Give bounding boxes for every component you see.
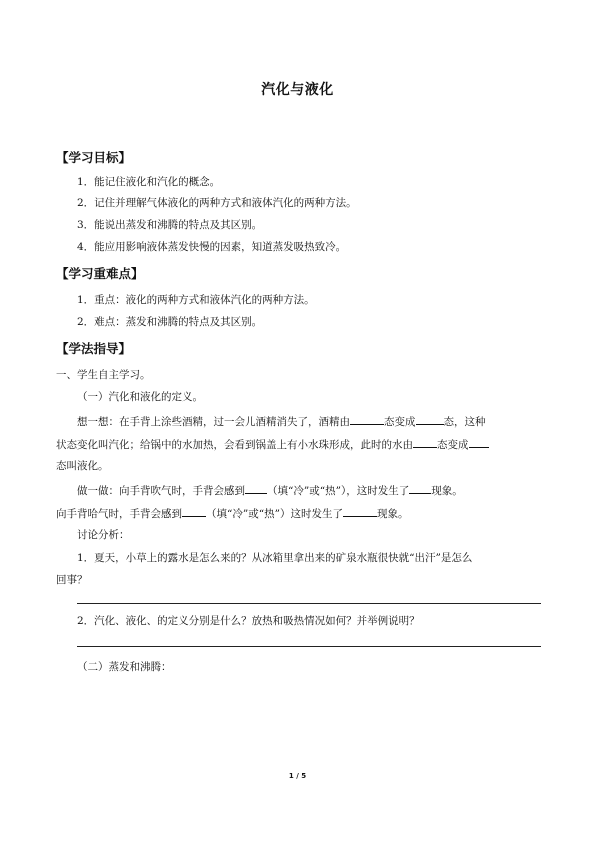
do-line-2: [56, 505, 408, 521]
think-text: 态变成: [384, 416, 416, 428]
do-text: （填“冷”或“热”）这时发生了: [206, 508, 343, 520]
fill-blank[interactable]: [182, 505, 206, 517]
fill-blank[interactable]: [409, 482, 431, 494]
discuss-label: 讨论分析：: [77, 529, 130, 541]
question-2: 2．汽化、液化、的定义分别是什么？放热和吸热情况如何？并举例说明？: [77, 615, 420, 627]
do-text: 现象。: [376, 508, 409, 520]
think-line-1: [77, 413, 486, 429]
section-method-heading: 【学法指导】: [56, 341, 132, 356]
do-text: 现象。: [431, 485, 463, 497]
keypoint-item: 1．重点：液化的两种方式和液体汽化的两种方法。: [77, 294, 315, 306]
objective-item: 1．能记住液化和汽化的概念。: [77, 176, 221, 188]
do-text: 向手背哈气时，手背会感到: [56, 508, 182, 520]
objective-item: 4．能应用影响液体蒸发快慢的因素，知道蒸发吸热致冷。: [77, 241, 347, 253]
fill-blank[interactable]: [343, 505, 377, 517]
subsection-heading: （一）汽化和液化的定义。: [77, 391, 203, 403]
think-line-2: [56, 436, 489, 452]
fill-blank[interactable]: [469, 436, 489, 448]
answer-line[interactable]: [77, 603, 541, 604]
page-title: 汽化与液化: [261, 82, 334, 98]
think-text: 状态变化叫汽化；给锅中的水加热，会看到锅盖上有小水珠形成，此时的水由: [56, 439, 413, 451]
fill-blank[interactable]: [245, 482, 267, 494]
think-text: 态，这种: [443, 416, 486, 428]
page-number: 1 / 5: [288, 772, 307, 780]
fill-blank[interactable]: [413, 436, 437, 448]
part-heading: 一、学生自主学习。: [56, 369, 151, 381]
think-text: 想一想：在手背上涂些酒精，过一会儿酒精消失了，酒精由: [77, 416, 350, 428]
do-line-1: [77, 482, 463, 498]
think-text: 态变成: [437, 439, 469, 451]
do-text: （填“冷”或“热”），这时发生了: [267, 485, 410, 497]
fill-blank[interactable]: [350, 413, 384, 425]
objective-item: 2．记住并理解气体液化的两种方式和液体汽化的两种方法。: [77, 197, 357, 209]
section-keypoints-heading: 【学习重难点】: [56, 266, 144, 281]
answer-line[interactable]: [77, 646, 541, 647]
do-text: 做一做：向手背吹气时，手背会感到: [77, 485, 245, 497]
objective-item: 3．能说出蒸发和沸腾的特点及其区别。: [77, 219, 263, 231]
subsection-heading: （二）蒸发和沸腾：: [77, 661, 172, 673]
question-1-line-2: 回事？: [56, 574, 88, 586]
keypoint-item: 2．难点：蒸发和沸腾的特点及其区别。: [77, 316, 263, 328]
section-objectives-heading: 【学习目标】: [56, 150, 132, 165]
think-line-3: 态叫液化。: [56, 460, 109, 472]
fill-blank[interactable]: [416, 413, 444, 425]
question-1-line-1: 1．夏天，小草上的露水是怎么来的？从冰箱里拿出来的矿泉水瓶很快就“出汗”是怎么: [77, 552, 473, 564]
